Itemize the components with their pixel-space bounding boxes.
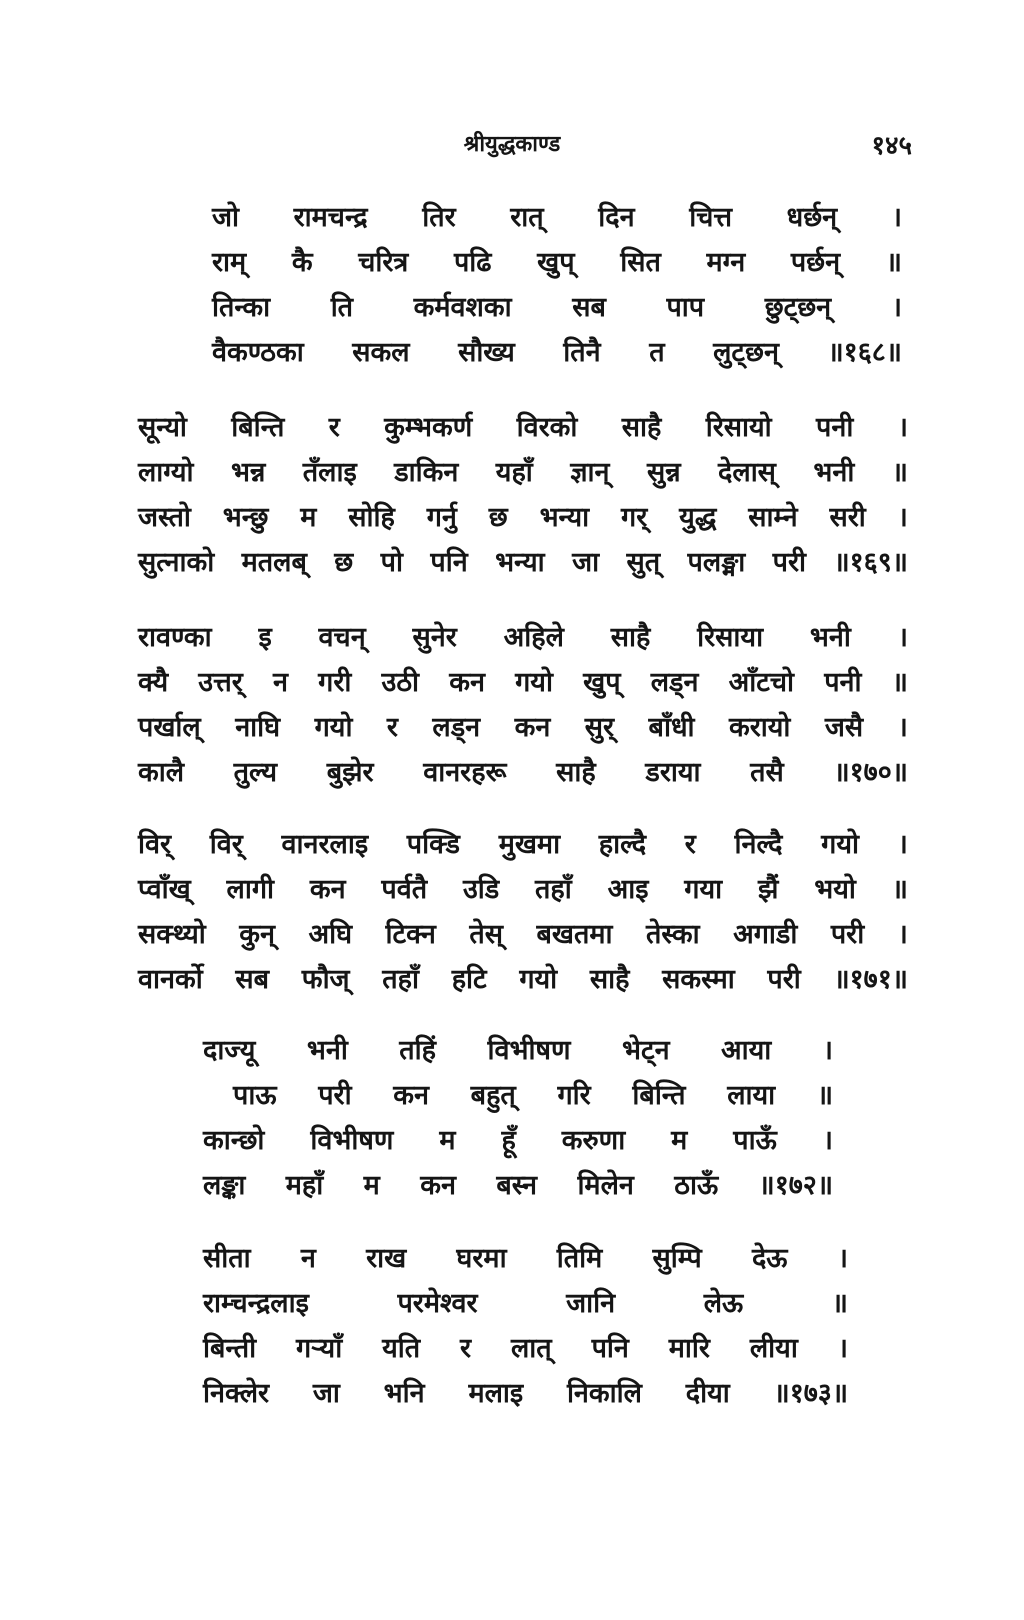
verse-word: विभीषण [487,1035,571,1066]
verse-word: सक्थ्यो [138,919,206,950]
verse-line [138,405,908,450]
verse-word: लाया [727,1080,776,1111]
verse-word: सित [620,247,661,278]
verse-word: पनी [816,412,854,443]
verse-word: करुणा [561,1125,626,1156]
verse-word: आया [721,1035,772,1066]
verse-word: सुत् [626,547,661,578]
verse-word: गयो [314,712,353,743]
verse-word: । [897,829,908,860]
verse-word: रिसाया [697,622,764,653]
verse-line [138,912,908,957]
verse-word: खुप् [583,667,621,698]
verse-word: टिक्न [385,919,436,950]
verse-word: लड्न [650,667,699,698]
verse-word: फौज् [301,964,350,995]
verse-line [138,750,908,795]
verse-word: तिन्का [212,292,271,323]
verse-word: भनी [813,457,855,488]
verse-word: नाघि [235,712,281,743]
verse-word: सुन्न [646,457,681,488]
verse-word: बखतमा [536,919,613,950]
running-title: श्रीयुद्धकाण्ड [463,132,561,157]
verse-word: सीता [203,1243,251,1274]
verse-word: लेऊ [703,1288,744,1319]
verse-word: । [822,1125,833,1156]
verse-word: गयो [519,964,558,995]
verse-word: कन [393,1080,429,1111]
verse-word: कन [309,874,346,905]
verse-line [212,195,902,240]
verse-word: पढि [453,247,492,278]
verse-word: म [671,1125,688,1156]
verse-word: पाप [666,292,705,323]
verse-word: गयो [821,829,859,860]
verse-word: परी [772,547,807,578]
verse-word: घरमा [456,1243,507,1274]
verse-word: ॥१७०॥ [833,757,908,788]
stanza-172 [203,1028,833,1208]
verse-word: म [439,1125,456,1156]
verse-word: मिलेन [577,1170,634,1201]
verse-word: गर्‍याँ [296,1333,343,1364]
verse-word: मारि [668,1333,710,1364]
verse-word: कन [420,1170,456,1201]
verse-word: र [460,1333,472,1364]
verse-word: मतलब् [241,547,307,578]
verse-word: तसै [750,757,784,788]
verse-word: लीया [749,1333,798,1364]
verse-word: सुर् [584,712,615,743]
verse-line [138,540,908,585]
verse-word: ठाऊँ [674,1170,719,1201]
verse-word: बिन्ती [203,1333,257,1364]
verse-word: लड्न [432,712,481,743]
verse-word: तेस् [469,919,504,950]
verse-word: साहै [621,412,662,443]
verse-word: ॥१६९॥ [833,547,908,578]
verse-word: खुप् [537,247,575,278]
verse-word: गरि [557,1080,591,1111]
verse-line [203,1163,833,1208]
verse-word: तहिं [399,1035,437,1066]
verse-word: महाँ [285,1170,324,1201]
verse-word: भन्या [539,502,590,533]
verse-word: कुन् [239,919,275,950]
verse-word: दाज्यू [203,1035,256,1066]
verse-word: भनि [383,1378,425,1409]
verse-word: जा [312,1378,340,1409]
verse-line [138,705,908,750]
verse-word: निक्लेर [203,1378,270,1409]
verse-word: तेस्का [646,919,700,950]
verse-word: भनी [306,1035,348,1066]
verse-word: सुनेर [412,622,457,653]
verse-word: रात् [510,202,544,233]
verse-word: लाग्यो [138,457,194,488]
verse-word: कान्छो [203,1125,265,1156]
verse-word: गया [684,874,723,905]
verse-word: अगाडी [733,919,798,950]
verse-word: र [684,829,696,860]
verse-word: तिनै [563,337,601,368]
verse-line [138,450,908,495]
verse-word: चरित्र [358,247,409,278]
verse-word: बुझेर [326,757,374,788]
verse-word: भेट्न [622,1035,670,1066]
verse-word: साहै [610,622,651,653]
verse-word: छ [488,502,508,533]
verse-word: प्वाँख् [138,874,191,905]
verse-word: यहाँ [495,457,533,488]
verse-line [203,1236,848,1281]
verse-word: भन्न [230,457,266,488]
verse-word: पक्डि [406,829,460,860]
verse-word: छुट्छन् [764,292,832,323]
verse-word: तिर [422,202,456,233]
verse-word: वैकण्ठका [212,337,304,368]
verse-word: उठी [381,667,420,698]
verse-word: र [328,412,340,443]
verse-word: परमेश्वर [397,1288,478,1319]
verse-word: झैं [757,874,779,905]
verse-word: छ [334,547,354,578]
verse-word: वानरलाइ [281,829,369,860]
verse-word: । [891,292,902,323]
verse-word: र [386,712,398,743]
verse-word: ॥ [891,874,908,905]
verse-word: । [897,502,908,533]
verse-word: दिन [598,202,635,233]
verse-word: कन [449,667,485,698]
verse-word: ॥ [891,667,908,698]
verse-word: वचन् [318,622,366,653]
verse-word: जा [572,547,600,578]
verse-word: तँलाइ [302,457,357,488]
verse-word: करायो [729,712,791,743]
verse-word: तहाँ [535,874,572,905]
verse-word: । [897,712,908,743]
verse-word: पर्खाल् [138,712,201,743]
verse-word: ॥ [885,247,902,278]
verse-word: । [822,1035,833,1066]
verse-word: ॥ [816,1080,833,1111]
verse-word: पर्छन् [790,247,841,278]
verse-word: यति [382,1333,421,1364]
verse-word: पो [380,547,403,578]
verse-word: न [300,1243,316,1274]
verse-word: क्यै [138,667,169,698]
verse-word: परी [830,919,865,950]
verse-word: पाऊ [233,1080,277,1111]
verse-word: डाकिन [394,457,459,488]
verse-word: जो [212,202,240,233]
verse-line [203,1073,833,1118]
verse-word: ॥१६८॥ [827,337,902,368]
verse-word: तिमि [556,1243,603,1274]
verse-line [212,285,902,330]
verse-word: लुट्छन् [713,337,779,368]
verse-word: आँटचो [728,667,795,698]
verse-word: इ [258,622,272,653]
verse-word: भयो [814,874,856,905]
verse-line [212,240,902,285]
verse-word: कर्मवशका [413,292,512,323]
verse-word: अघि [308,919,353,950]
verse-word: सकस्मा [662,964,735,995]
verse-word: राम् [212,247,247,278]
verse-word: बिन्ति [632,1080,686,1111]
verse-word: । [897,412,908,443]
verse-line [138,867,908,912]
verse-word: जस्तो [138,502,191,533]
verse-word: त [649,337,665,368]
verse-word: भन्छु [222,502,269,533]
verse-line [212,330,902,375]
verse-word: सब [235,964,270,995]
verse-word: रामचन्द्र [293,202,368,233]
verse-line [138,660,908,705]
verse-word: गयो [515,667,553,698]
stanza-171 [138,822,908,1002]
verse-word: गर्नु [426,502,457,533]
verse-word: बहुत् [470,1080,516,1111]
verse-word: साहै [556,757,596,788]
verse-word: मुखमा [498,829,561,860]
verse-word: युद्ध [679,502,717,533]
verse-word: तुल्य [233,757,278,788]
verse-word: । [897,919,908,950]
verse-word: निकालि [566,1378,642,1409]
verse-word: तहाँ [382,964,420,995]
verse-word: निल्दै [734,829,783,860]
verse-word: उडि [462,874,500,905]
verse-word: डराया [645,757,701,788]
verse-word: सब [572,292,606,323]
verse-word: परी [318,1080,352,1111]
verse-word: सून्यो [138,412,187,443]
verse-word: पनि [591,1333,629,1364]
verse-word: दीया [685,1378,730,1409]
verse-line [203,1281,848,1326]
verse-word: पनी [824,667,862,698]
verse-word: पाऊँ [733,1125,777,1156]
verse-word: विरको [516,412,578,443]
verse-word: साम्ने [748,502,798,533]
verse-word: मलाइ [468,1378,524,1409]
verse-word: लागी [226,874,275,905]
verse-word: सरी [829,502,866,533]
verse-word: ति [330,292,354,323]
verse-word: पर्वतै [381,874,428,905]
verse-word: कन [514,712,551,743]
verse-word: धर्छन् [786,202,838,233]
verse-word: कुम्भकर्ण [384,412,473,443]
verse-word: बाँधी [648,712,695,743]
verse-word: अहिले [503,622,564,653]
verse-word: ॥१७१॥ [833,964,908,995]
verse-word: जसै [824,712,864,743]
verse-line [203,1028,833,1073]
verse-word: । [891,202,902,233]
verse-word: कालै [138,757,185,788]
verse-word: । [837,1333,848,1364]
verse-word: विर् [138,829,172,860]
verse-word: सुम्पि [652,1243,702,1274]
verse-word: गर् [621,502,648,533]
verse-word: रावण्का [138,622,212,653]
verse-word: राम्चन्द्रलाइ [203,1288,309,1319]
verse-word: म [363,1170,380,1201]
verse-line [203,1118,833,1163]
stanza-169 [138,405,908,585]
verse-word: न [272,667,288,698]
verse-word: ॥ [891,457,908,488]
verse-line [203,1326,848,1371]
verse-word: वानरहरू [423,757,507,788]
verse-line [138,957,908,1002]
verse-word: सोहि [348,502,395,533]
verse-word: रिसायो [705,412,772,443]
verse-word: बस्न [496,1170,538,1201]
verse-word: जानि [566,1288,616,1319]
verse-word: परी [767,964,801,995]
verse-word: आइ [607,874,649,905]
verse-word: ज्ञान् [570,457,610,488]
verse-line [138,495,908,540]
stanza-173 [203,1236,848,1416]
verse-word: ॥१७२॥ [758,1170,833,1201]
verse-word: देलास् [718,457,776,488]
verse-word: चित्त [689,202,733,233]
verse-word: सकल [352,337,410,368]
stanza-168 [212,195,902,375]
verse-word: राख [366,1243,407,1274]
verse-word: साहै [589,964,630,995]
verse-word: हटि [451,964,487,995]
verse-word: सौख्य [458,337,515,368]
verse-word: सुत्नाको [138,547,215,578]
verse-word: हूँ [501,1125,516,1156]
verse-word: देऊ [751,1243,788,1274]
verse-word: ॥ [831,1288,848,1319]
verse-word: ॥१७३॥ [773,1378,848,1409]
verse-word: उत्तर् [198,667,243,698]
verse-word: लात् [510,1333,552,1364]
stanza-170 [138,615,908,795]
verse-word: भनी [809,622,851,653]
verse-word: पनि [430,547,468,578]
verse-word: गरी [318,667,352,698]
verse-word: हाल्दै [598,829,647,860]
verse-word: विभीषण [310,1125,394,1156]
verse-word: म [300,502,317,533]
verse-word: कै [291,247,313,278]
verse-word: लङ्का [203,1170,246,1201]
verse-line [138,615,908,660]
page-number: १४५ [871,131,912,161]
verse-word: विर् [209,829,243,860]
verse-line [138,822,908,867]
verse-word: । [897,622,908,653]
verse-word: मग्न [706,247,746,278]
verse-word: भन्या [495,547,545,578]
verse-word: बिन्ति [231,412,285,443]
verse-line [203,1371,848,1416]
verse-word: पलङ्मा [687,547,746,578]
verse-word: । [837,1243,848,1274]
verse-word: वानर्को [138,964,203,995]
